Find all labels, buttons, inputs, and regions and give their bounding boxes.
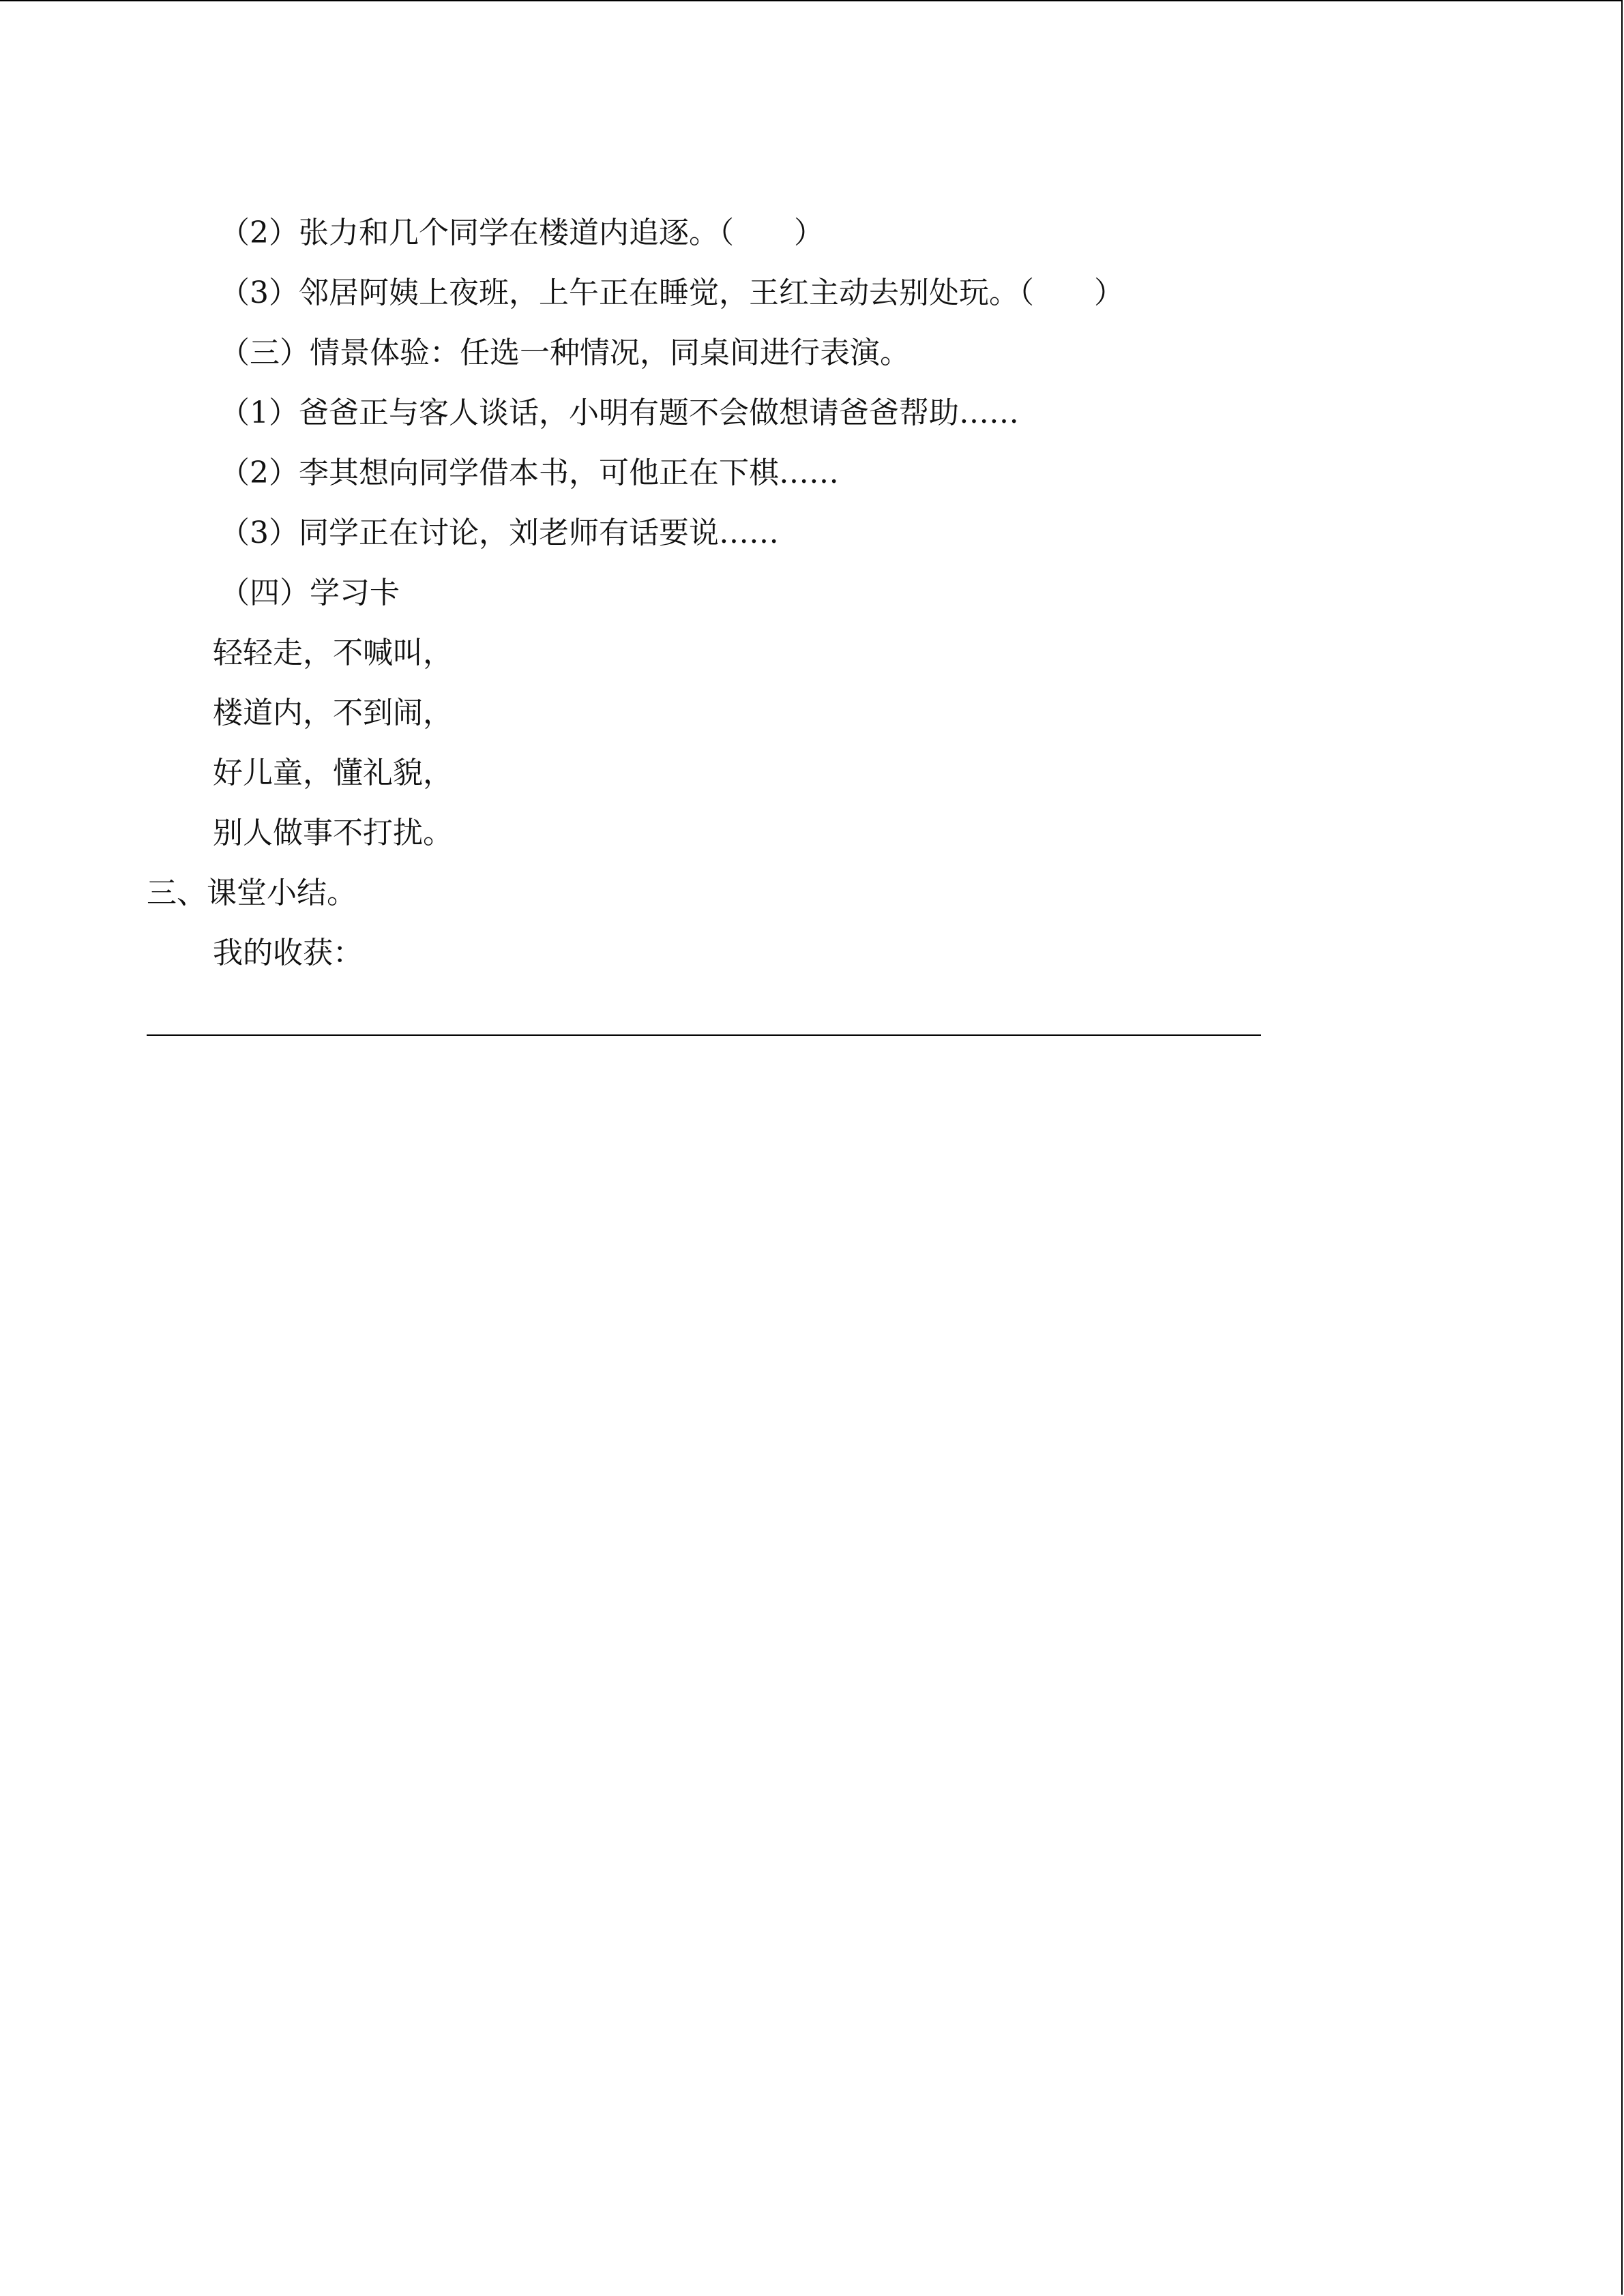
gains-label: 我的收获： [213,936,363,970]
exercise-item-2: （2）张力和几个同学在楼道内追逐。（ ） [220,215,824,250]
section-heading-scenario: （三）情景体验：任选一种情况，同桌间进行表演。 [220,336,910,370]
answer-line [147,1034,1261,1036]
rhyme-line-3: 好儿童，懂礼貌， [213,756,453,790]
section-heading-summary: 三、课堂小结。 [147,876,357,910]
rhyme-line-4: 别人做事不打扰。 [213,816,453,850]
section-heading-study-card: （四）学习卡 [220,576,400,610]
rhyme-line-2: 楼道内，不到闹， [213,696,453,730]
scenario-item-1: （1）爸爸正与客人谈话，小明有题不会做想请爸爸帮助…… [220,396,1019,430]
rhyme-line-1: 轻轻走，不喊叫， [213,636,453,670]
scenario-item-2: （2）李其想向同学借本书，可他正在下棋…… [220,456,839,490]
exercise-item-3: （3）邻居阿姨上夜班，上午正在睡觉，王红主动去别处玩。（ ） [220,275,1124,310]
scenario-item-3: （3）同学正在讨论，刘老师有话要说…… [220,516,779,550]
